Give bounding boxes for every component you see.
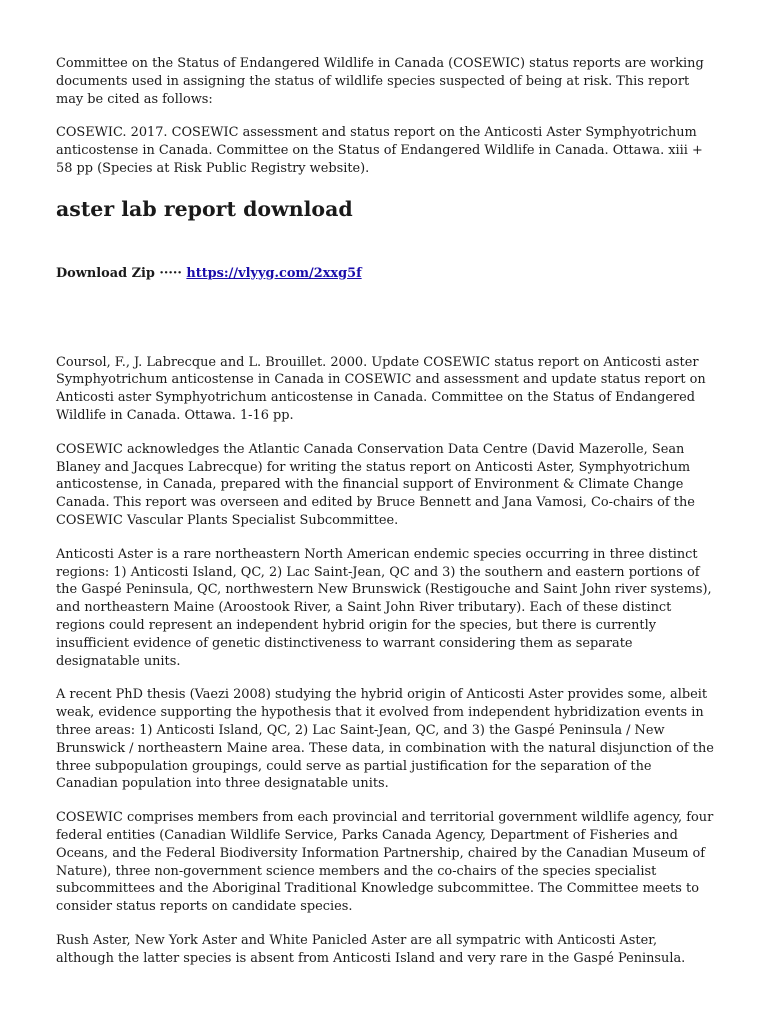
download-link[interactable]: https://vlyyg.com/2xxg5f: [186, 265, 362, 281]
download-label: Download Zip: [56, 265, 155, 281]
page-title: aster lab report download: [56, 196, 353, 221]
body-paragraph-thesis: A recent PhD thesis (Vaezi 2008) studying the hybrid origin of Anticosti Aster provides some, albeit weak, evidence supporting the hypothesis that it evolved from independent hybridization events in three areas: 1) Anticosti Island, QC, 2) Lac Saint-Jean, QC, and 3) the Gaspé Peninsula / New Brunswick / northeastern Maine area. These data, in combination with the natural disjunction of the three subpopulation groupings, could serve as partial justification for the separation of the Canadian population into three designatable units.: [56, 687, 714, 792]
download-line: [56, 265, 716, 283]
body-paragraph-cosewic-members: COSEWIC comprises members from each provincial and territorial government wildlife agency, four federal entities (Canadian Wildlife Service, Parks Canada Agency, Department of Fisheries and Oceans, and the Federal Biodiversity Information Partnership, chaired by the Canadian Museum of Nature), three non-government science members and the co-chairs of the species specialist subcommittees and the Aboriginal Traditional Knowledge subcommittee. The Committee meets to consider status reports on candidate species.: [56, 810, 714, 915]
body-paragraph-distribution: Anticosti Aster is a rare northeastern North American endemic species occurring in three distinct regions: 1) Anticosti Island, QC, 2) Lac Saint-Jean, QC and 3) the southern and eastern portions of the Gaspé Peninsula, QC, northwestern New Brunswick (Restigouche and Saint John river systems), and northeastern Maine (Aroostook River, a Saint John River tributary). Each of these distinct regions could represent an independent hybrid origin for the species, but there is currently insufficient evidence of genetic distinctiveness to warrant considering them as separate designatable units.: [56, 546, 712, 669]
body-paragraph-coursol: Coursol, F., J. Labrecque and L. Brouillet. 2000. Update COSEWIC status report on Anticosti aster Symphyotrichum anticostense in Canada in COSEWIC and assessment and update status report on Anticosti aster Symphyotrichum anticostense in Canada. Committee on the Status of Endangered Wildlife in Canada. Ottawa. 1-16 pp.: [56, 354, 706, 423]
body-paragraph-sympatric: Rush Aster, New York Aster and White Panicled Aster are all sympatric with Anticosti Aster, although the latter species is absent from Anticosti Island and very rare in the Gaspé Peninsula.: [56, 932, 686, 966]
document-page: [56, 55, 716, 967]
citation-paragraph: COSEWIC. 2017. COSEWIC assessment and status report on the Anticosti Aster Symphyotrichum anticostense in Canada. Committee on the Status of Endangered Wildlife in Canada. Ottawa. xiii + 58 pp (Species at Risk Public Registry website).: [56, 125, 703, 176]
download-separator: ·····: [159, 265, 182, 281]
intro-paragraph: Committee on the Status of Endangered Wildlife in Canada (COSEWIC) status reports are working documents used in assigning the status of wildlife species suspected of being at risk. This report may be cited as follows:: [56, 56, 704, 107]
body-paragraph-acknowledgements: COSEWIC acknowledges the Atlantic Canada Conservation Data Centre (David Mazerolle, Sean Blaney and Jacques Labrecque) for writing the status report on Anticosti Aster, Symphyotrichum anticostense, in Canada, prepared with the financial support of Environment & Climate Change Canada. This report was overseen and edited by Bruce Bennett and Jana Vamosi, Co-chairs of the COSEWIC Vascular Plants Specialist Subcommittee.: [56, 441, 695, 528]
